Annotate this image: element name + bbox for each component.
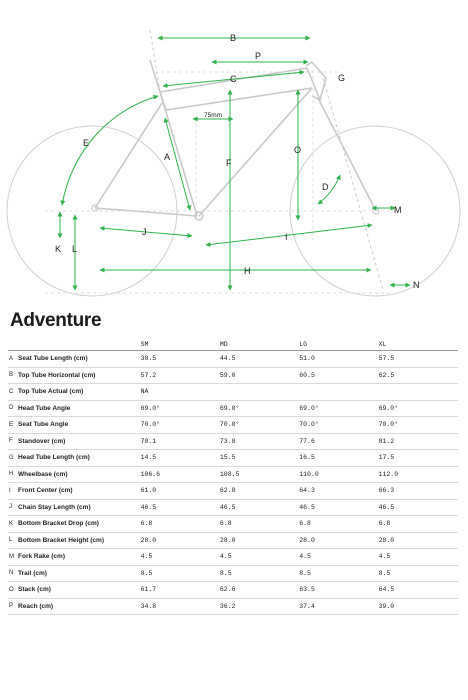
- row-key: O: [8, 582, 18, 599]
- row-value: 6.8: [299, 516, 378, 533]
- label-H: H: [244, 266, 251, 276]
- row-value: [220, 384, 299, 401]
- geometry-table: [8, 338, 458, 615]
- row-key: G: [8, 450, 18, 467]
- table-row: [8, 516, 458, 533]
- row-value: 61.7: [141, 582, 220, 599]
- row-value: 81.2: [379, 433, 458, 450]
- row-value: 36.2: [220, 598, 299, 615]
- label-N: N: [413, 280, 420, 290]
- row-value: 69.0°: [379, 400, 458, 417]
- table-row: [8, 582, 458, 599]
- table-row: [8, 400, 458, 417]
- row-value: 70.0°: [299, 417, 378, 434]
- label-P: P: [255, 51, 262, 61]
- row-key: N: [8, 565, 18, 582]
- label-O: O: [294, 145, 302, 155]
- row-key: A: [8, 351, 18, 368]
- table-row: [8, 499, 458, 516]
- row-value: 34.8: [141, 598, 220, 615]
- row-value: 63.5: [299, 582, 378, 599]
- row-value: 44.5: [220, 351, 299, 368]
- label-M: M: [394, 205, 402, 215]
- row-value: 59.0: [220, 367, 299, 384]
- table-row: [8, 598, 458, 615]
- row-value: 61.0: [141, 483, 220, 500]
- row-value: 73.8: [220, 433, 299, 450]
- row-value: 28.0: [379, 532, 458, 549]
- seat-tube-angle-arc: [62, 96, 158, 205]
- row-value: 69.0°: [141, 400, 220, 417]
- row-name: Bottom Bracket Drop (cm): [18, 516, 141, 533]
- row-value: 46.5: [220, 499, 299, 516]
- row-value: 70.1: [141, 433, 220, 450]
- table-row: [8, 417, 458, 434]
- row-value: [379, 384, 458, 401]
- row-value: 4.5: [379, 549, 458, 566]
- row-key: J: [8, 499, 18, 516]
- row-name: Seat Tube Length (cm): [18, 351, 141, 368]
- row-name: Stack (cm): [18, 582, 141, 599]
- row-value: 4.5: [141, 549, 220, 566]
- row-value: 60.5: [299, 367, 378, 384]
- row-value: 108.5: [220, 466, 299, 483]
- row-name: Seat Tube Angle: [18, 417, 141, 434]
- row-value: 57.5: [379, 351, 458, 368]
- table-row: [8, 483, 458, 500]
- table-row: [8, 367, 458, 384]
- row-name: Fork Rake (cm): [18, 549, 141, 566]
- row-value: 66.3: [379, 483, 458, 500]
- row-value: 28.0: [220, 532, 299, 549]
- row-key: B: [8, 367, 18, 384]
- label-G: G: [338, 73, 346, 83]
- row-value: 39.0: [379, 598, 458, 615]
- row-name: Top Tube Actual (cm): [18, 384, 141, 401]
- table-row: [8, 466, 458, 483]
- row-key: M: [8, 549, 18, 566]
- row-value: [299, 384, 378, 401]
- row-name: Bottom Bracket Height (cm): [18, 532, 141, 549]
- table-row: [8, 549, 458, 566]
- label-C: C: [230, 74, 237, 84]
- row-value: 69.0°: [299, 400, 378, 417]
- row-value: 70.0°: [141, 417, 220, 434]
- label-D: D: [322, 182, 329, 192]
- row-value: 46.5: [141, 499, 220, 516]
- label-L: L: [72, 244, 78, 254]
- row-value: 14.5: [141, 450, 220, 467]
- row-value: 70.0°: [379, 417, 458, 434]
- label-75mm: 75mm: [204, 112, 223, 119]
- row-value: 8.5: [379, 565, 458, 582]
- row-value: 37.4: [299, 598, 378, 615]
- row-key: I: [8, 483, 18, 500]
- row-key: F: [8, 433, 18, 450]
- row-value: 8.5: [220, 565, 299, 582]
- column-header-xl: XL: [379, 338, 458, 351]
- row-value: 106.6: [141, 466, 220, 483]
- row-value: 8.5: [299, 565, 378, 582]
- column-header-md: MD: [220, 338, 299, 351]
- row-value: 77.6: [299, 433, 378, 450]
- label-F: F: [226, 158, 232, 168]
- reference-lines: [45, 70, 390, 293]
- row-value: 38.5: [141, 351, 220, 368]
- row-key: K: [8, 516, 18, 533]
- label-I: I: [285, 232, 288, 242]
- row-value: 28.0: [141, 532, 220, 549]
- row-value: 70.0°: [220, 417, 299, 434]
- row-value: 46.5: [379, 499, 458, 516]
- page-title: Adventure: [10, 310, 102, 331]
- row-name: Reach (cm): [18, 598, 141, 615]
- row-key: H: [8, 466, 18, 483]
- column-header-lg: LG: [299, 338, 378, 351]
- row-value: 4.5: [220, 549, 299, 566]
- table-row: [8, 565, 458, 582]
- label-E: E: [83, 138, 90, 148]
- row-value: 62.6: [220, 582, 299, 599]
- column-header-sm: SM: [141, 338, 220, 351]
- bike-geometry-diagram: [0, 0, 468, 300]
- table-row: [8, 450, 458, 467]
- row-value: 16.5: [299, 450, 378, 467]
- row-value: 69.0°: [220, 400, 299, 417]
- row-key: D: [8, 400, 18, 417]
- row-value: 62.8: [220, 483, 299, 500]
- row-value: 64.3: [299, 483, 378, 500]
- row-name: Head Tube Angle: [18, 400, 141, 417]
- row-value: 62.5: [379, 367, 458, 384]
- row-value: 6.8: [220, 516, 299, 533]
- row-name: Wheelbase (cm): [18, 466, 141, 483]
- row-value: 15.5: [220, 450, 299, 467]
- row-value: 46.5: [299, 499, 378, 516]
- row-value: 28.0: [299, 532, 378, 549]
- row-key: P: [8, 598, 18, 615]
- row-key: L: [8, 532, 18, 549]
- row-key: C: [8, 384, 18, 401]
- row-value: 64.5: [379, 582, 458, 599]
- row-value: 57.2: [141, 367, 220, 384]
- label-J: J: [142, 227, 147, 237]
- table-row: [8, 433, 458, 450]
- label-B: B: [230, 33, 237, 43]
- label-K: K: [55, 244, 62, 254]
- table-header-row: [8, 338, 458, 351]
- row-value: 6.8: [141, 516, 220, 533]
- row-name: Standover (cm): [18, 433, 141, 450]
- row-value: 8.5: [141, 565, 220, 582]
- row-value: 110.0: [299, 466, 378, 483]
- table-row: [8, 532, 458, 549]
- row-value: 51.0: [299, 351, 378, 368]
- row-value: 17.5: [379, 450, 458, 467]
- row-name: Trail (cm): [18, 565, 141, 582]
- row-name: Top Tube Horizontal (cm): [18, 367, 141, 384]
- table-row: [8, 351, 458, 368]
- row-value: NA: [141, 384, 220, 401]
- row-key: E: [8, 417, 18, 434]
- row-value: 6.8: [379, 516, 458, 533]
- row-name: Front Center (cm): [18, 483, 141, 500]
- row-name: Head Tube Length (cm): [18, 450, 141, 467]
- row-value: 4.5: [299, 549, 378, 566]
- bike-frame: [95, 30, 383, 290]
- table-row: [8, 384, 458, 401]
- row-name: Chain Stay Length (cm): [18, 499, 141, 516]
- label-A: A: [164, 152, 171, 162]
- row-value: 112.0: [379, 466, 458, 483]
